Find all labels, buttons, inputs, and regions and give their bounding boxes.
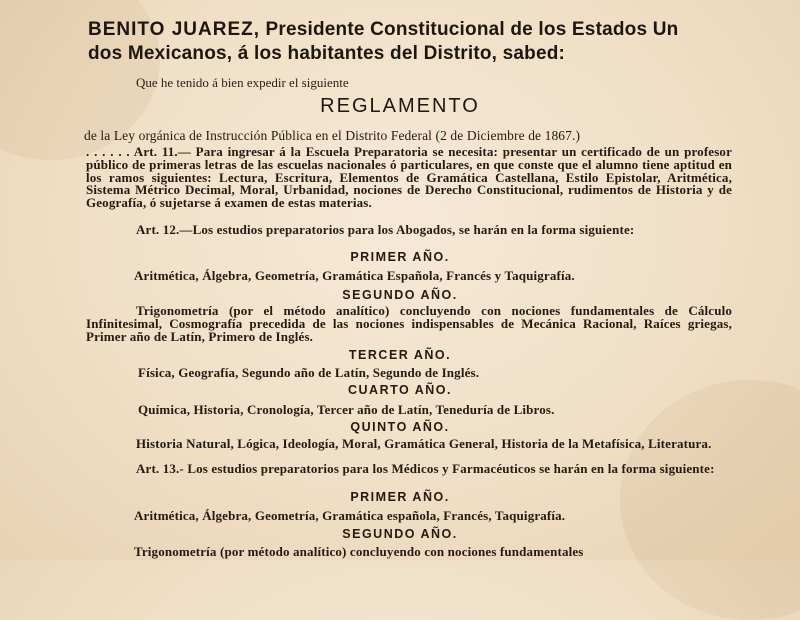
article-13 — [86, 463, 732, 476]
heading-line-2: dos Mexicanos, á los habitantes del Distrito, sabed: — [88, 43, 566, 64]
article-12 — [86, 224, 732, 237]
heading-line-1-rest: Presidente Constitucional de los Estados Un — [265, 19, 679, 40]
heading-line-1 — [88, 18, 728, 42]
abogados-tercer-ano-text: Física, Geografía, Segundo año de Latín, Segundo de Inglés. — [138, 365, 480, 380]
article-13-text: Art. 13.- Los estudios preparatorios para los Médicos y Farmacéuticos se harán en la forma siguiente: — [136, 461, 715, 476]
abogados-primer-ano-text: Aritmética, Álgebra, Geometría, Gramática Española, Francés y Taquigrafía. — [134, 268, 575, 283]
article-12-text: Art. 12.—Los estudios preparatorios para los Abogados, se harán en la forma siguiente: — [136, 222, 635, 237]
abogados-segundo-ano-title: SEGUNDO AÑO. — [342, 288, 458, 302]
medicos-segundo-ano-title: SEGUNDO AÑO. — [342, 527, 458, 541]
abogados-segundo-ano-body: Trigonometría (por el método analítico) concluyendo con nociones fundamentales de Cálculo Infinitesimal, Cosmografía precedida de las nociones indispensables de Mecánica Racional, Raíces griegas, Primer año de Latín, Primero de Inglés. — [86, 303, 732, 344]
abogados-cuarto-ano-title: CUARTO AÑO. — [348, 383, 452, 397]
medicos-segundo-ano-text: Trigonometría (por método analítico) concluyendo con nociones fundamentales — [134, 544, 584, 559]
medicos-primer-ano-text: Aritmética, Álgebra, Geometría, Gramática española, Francés, Taquigrafía. — [134, 508, 566, 523]
abogados-quinto-ano-title: QUINTO AÑO. — [350, 420, 450, 434]
ley-subtitle: de la Ley orgánica de Instrucción Pública en el Distrito Federal (2 de Diciembre de 1867.) — [84, 128, 581, 143]
intro-text: Que he tenido á bien expedir el siguiente — [136, 75, 349, 90]
abogados-cuarto-ano-text: Química, Historia, Cronología, Tercer año de Latín, Teneduría de Libros. — [138, 402, 555, 417]
document-title: REGLAMENTO — [320, 95, 480, 117]
abogados-tercer-ano-title: TERCER AÑO. — [348, 348, 452, 362]
abogados-primer-ano-title: PRIMER AÑO. — [350, 250, 450, 264]
decree-heading — [88, 18, 728, 66]
abogados-quinto-ano-text — [86, 438, 732, 451]
article-11: . . . . . . Art. 11.— Para ingresar á la Escuela Preparatoria se necesita: presentar un certificado de un profesor público de primeras letras de las escuelas nacionales ó particulares, en que conste que el alumno tiene aptitud en los ramos siguientes: Lectura, Escritura, Elementos de Gramática Castellana, Estilo Epistolar, Aritmética, Sistema Métrico Decimal, Moral, Urbanidad, nociones de Derecho Constitucional, rudimentos de Historia y de Geografía, ó sujetarse á examen de estas materias. — [86, 144, 732, 211]
medicos-primer-ano-title: PRIMER AÑO. — [350, 490, 450, 504]
abogados-quinto-ano-body: Historia Natural, Lógica, Ideología, Moral, Gramática General, Historia de la Metafísica, Literatura. — [136, 436, 712, 451]
heading-author: BENITO JUAREZ, — [88, 19, 261, 40]
abogados-segundo-ano-text — [86, 305, 732, 343]
